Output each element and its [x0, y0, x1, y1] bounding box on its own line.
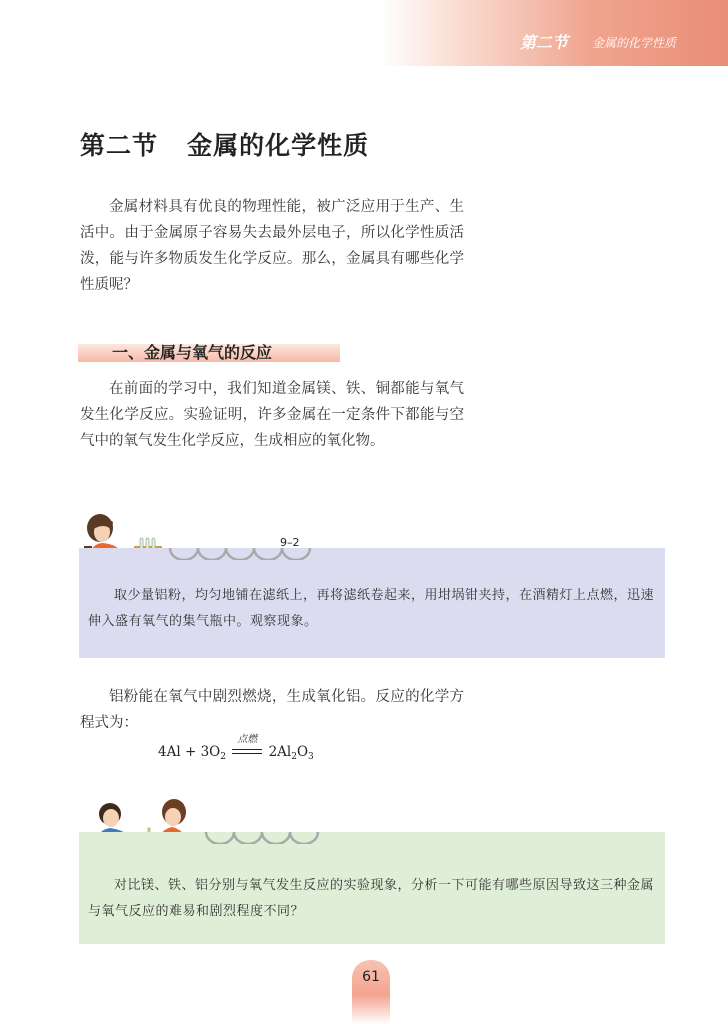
page-number: 61 — [362, 969, 380, 985]
equation-equals-line-bottom — [232, 753, 262, 754]
reaction-paragraph: 铝粉能在氧气中剧烈燃烧，生成氧化铝。反应的化学方程式为： — [80, 689, 464, 731]
equation-reactant-oxygen: 3O — [200, 744, 221, 760]
section-paragraph: 在前面的学习中，我们知道金属镁、铁、铜都能与氧气发生化学反应。实验证明，许多金属在一定条件下都能与空气中的氧气发生化学反应，生成相应的氧化物。 — [80, 381, 464, 449]
equation-reactant-aluminum: 4Al — [158, 744, 181, 760]
activity-number: 9–2 — [280, 536, 300, 549]
equation-product-sub2: 3 — [308, 752, 314, 762]
equation-plus: + — [180, 744, 201, 760]
running-header-title: 金属的化学性质 — [592, 36, 677, 50]
intro-paragraph: 金属材料具有优良的物理性能，被广泛应用于生产、生活中。由于金属原子容易失去最外层电子，所以化学性质活泼，能与许多物质发生化学反应。那么，金属具有哪些化学性质呢？ — [80, 199, 464, 293]
discussion-text: 对比镁、铁、铝分别与氧气发生反应的实验现象，分析一下可能有哪些原因导致这三种金属与氧气反应的难易和剧烈程度不同？ — [88, 878, 655, 919]
running-header-section: 第二节 — [520, 33, 569, 52]
equation-oxygen-subscript: 2 — [220, 752, 226, 762]
equation-product-oxygen: O — [296, 744, 309, 760]
equation-product-prefix: 2Al — [268, 744, 292, 760]
activity-text: 取少量铝粉，均匀地铺在滤纸上，再将滤纸卷起来，用坩埚钳夹持，在酒精灯上点燃，迅速伸入盛有氧气的集气瓶中。观察现象。 — [88, 588, 655, 629]
equation-equals-line-top — [232, 749, 262, 750]
equation-product-sub1: 2 — [291, 752, 297, 762]
equation-condition-arrow — [232, 734, 262, 760]
chemical-equation — [158, 734, 314, 762]
section-heading: 一、金属与氧气的反应 — [112, 343, 273, 362]
equation-condition-label: 点燃 — [237, 734, 258, 745]
page-title: 第二节 金属的化学性质 — [80, 131, 370, 160]
discussion-scallop-decoration — [204, 820, 322, 844]
